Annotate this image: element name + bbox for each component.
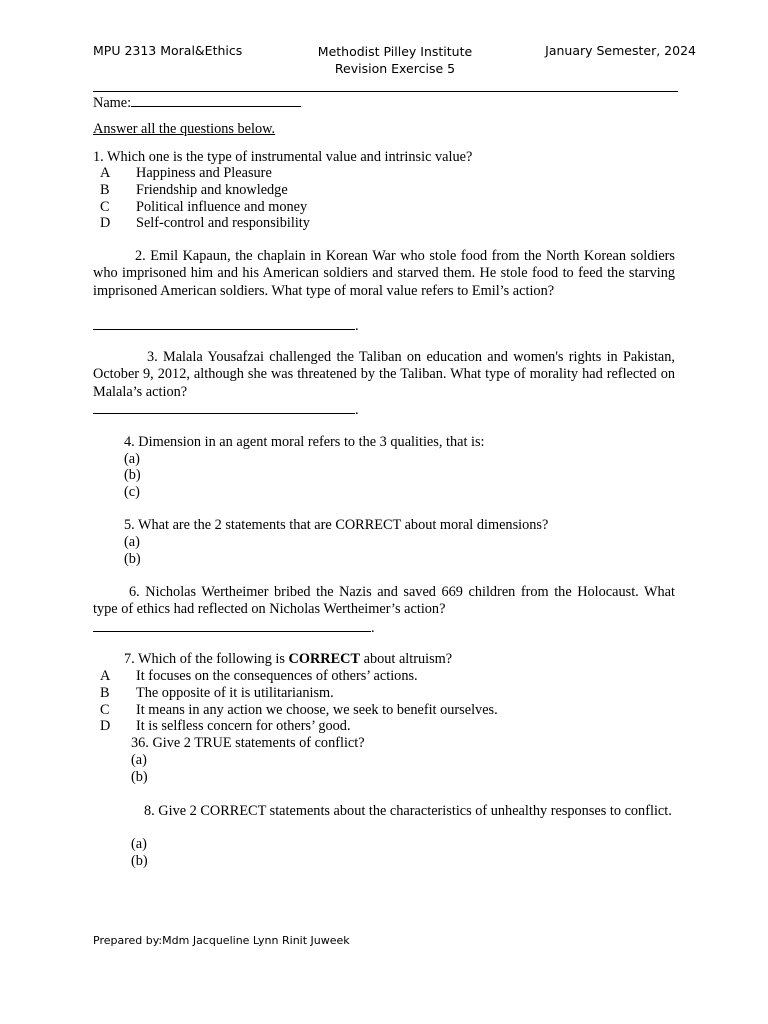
- q2-answer-end: .: [355, 318, 359, 334]
- header-institute-block: [300, 43, 490, 77]
- q2-text: 2. Emil Kapaun, the chaplain in Korean War who stole food from the North Korean soldiers who imprisoned him and his American soldiers and starved them. He stole food to feed the starving imprisoned American soldiers. What type of moral value refers to Emil’s action?: [93, 248, 675, 299]
- name-line: [93, 92, 301, 112]
- q1-option-d-letter: D: [100, 215, 111, 231]
- q7-option-c-letter: C: [100, 702, 110, 718]
- q5-part-a: (a): [124, 534, 140, 550]
- header-exercise: Revision Exercise 5: [334, 61, 456, 76]
- q3-answer-end: .: [355, 402, 359, 418]
- q7-option-b-text: The opposite of it is utilitarianism.: [136, 685, 334, 701]
- name-blank[interactable]: [131, 92, 301, 107]
- q7-option-d-letter: D: [100, 718, 111, 734]
- q3-answer-blank[interactable]: [93, 399, 355, 414]
- q5-text: 5. What are the 2 statements that are CORRECT about moral dimensions?: [124, 517, 549, 533]
- q2-answer-blank[interactable]: [93, 315, 355, 330]
- q7-option-c-text: It means in any action we choose, we seek to benefit ourselves.: [136, 702, 498, 718]
- q8-part-a: (a): [131, 836, 147, 852]
- header-institute: Methodist Pilley Institute: [317, 44, 473, 59]
- q1-option-b-letter: B: [100, 182, 110, 198]
- q4-part-c: (c): [124, 484, 140, 500]
- q4-text: 4. Dimension in an agent moral refers to the 3 qualities, that is:: [124, 434, 485, 450]
- instruction: Answer all the questions below.: [93, 121, 276, 137]
- q7-option-d-text: It is selfless concern for others’ good.: [136, 718, 351, 734]
- q6-answer-end: .: [371, 620, 375, 636]
- q1-option-d-text: Self-control and responsibility: [136, 215, 310, 231]
- header-semester: January Semester, 2024: [545, 43, 696, 58]
- header-course: MPU 2313 Moral&Ethics: [93, 43, 243, 58]
- q7-text-suffix: about altruism?: [360, 651, 453, 667]
- q1-option-c-text: Political influence and money: [136, 199, 308, 215]
- q7-text-prefix: 7. Which of the following is: [124, 651, 289, 667]
- q1-option-b-text: Friendship and knowledge: [136, 182, 288, 198]
- q7-text-bold: CORRECT: [288, 651, 361, 667]
- q8-text: 8. Give 2 CORRECT statements about the characteristics of unhealthy responses to conflict.: [144, 803, 672, 819]
- q1-option-a-text: Happiness and Pleasure: [136, 165, 272, 181]
- q8-part-b: (b): [131, 853, 148, 869]
- q36-text: 36. Give 2 TRUE statements of conflict?: [131, 735, 365, 751]
- q1-text: 1. Which one is the type of instrumental value and intrinsic value?: [93, 149, 473, 165]
- q36-part-b: (b): [131, 769, 148, 785]
- q3-answer-line: [93, 399, 359, 419]
- q7-option-a-letter: A: [100, 668, 111, 684]
- q6-text: 6. Nicholas Wertheimer bribed the Nazis and saved 669 children from the Holocaust. What type of ethics had reflected on Nicholas Wertheimer’s action?: [93, 584, 675, 618]
- q7-option-a-text: It focuses on the consequences of others’ actions.: [136, 668, 418, 684]
- q6-answer-blank[interactable]: [93, 617, 371, 632]
- q1-option-c-letter: C: [100, 199, 110, 215]
- q3-text: 3. Malala Yousafzai challenged the Taliban on education and women's rights in Pakistan, October 9, 2012, although she was threatened by the Taliban. What type of morality had reflected on Malala’s action?: [93, 349, 675, 400]
- q1-option-a-letter: A: [100, 165, 111, 181]
- q5-part-b: (b): [124, 551, 141, 567]
- footer-prepared-by: Prepared by:Mdm Jacqueline Lynn Rinit Juweek: [93, 934, 350, 947]
- q7-option-b-letter: B: [100, 685, 110, 701]
- q2-answer-line: [93, 315, 359, 335]
- q36-part-a: (a): [131, 752, 147, 768]
- q4-part-b: (b): [124, 467, 141, 483]
- name-label: Name:: [93, 95, 132, 111]
- q4-part-a: (a): [124, 451, 140, 467]
- q6-answer-line: [93, 617, 375, 637]
- q7-text: [124, 651, 452, 668]
